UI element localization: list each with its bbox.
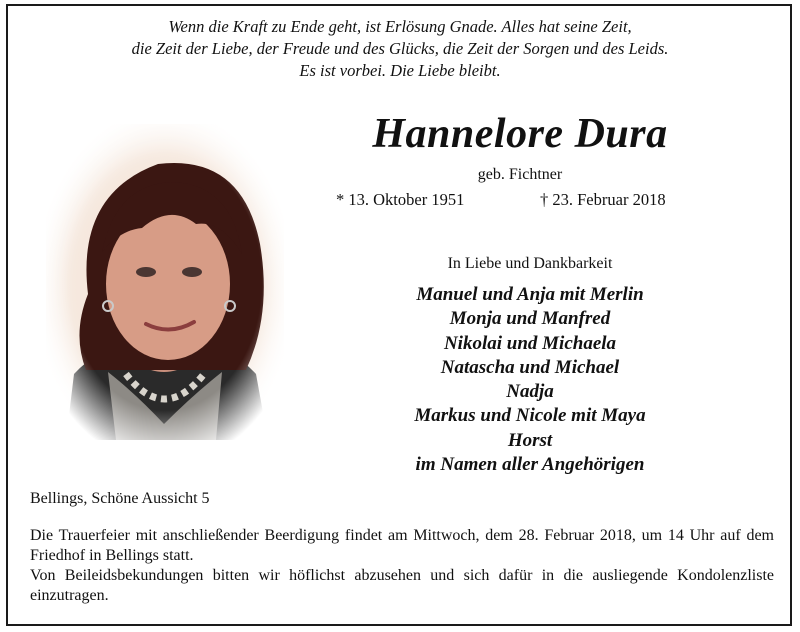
mourner-name: Markus und Nicole mit Maya: [414, 405, 646, 427]
funeral-info: [30, 526, 774, 606]
motto-verse: [0, 16, 800, 82]
motto-line: Es ist vorbei. Die Liebe bleibt.: [299, 61, 501, 80]
mourner-name: Monja und Manfred: [449, 308, 611, 330]
mourner-name: Manuel und Anja mit Merlin: [416, 284, 644, 305]
condolence-note: Von Beileidsbekundungen bitten wir höflichst abzusehen und sich dafür in die ausliegende Kondolenzliste einzutragen.: [30, 567, 774, 604]
mourners-intro: In Liebe und Dankbarkeit: [447, 255, 613, 272]
maiden-name: geb. Fichtner: [477, 166, 563, 183]
mourners-list: [300, 283, 760, 477]
service-details: Die Trauerfeier mit anschließender Beerdigung findet am Mittwoch, dem 28. Februar 2018, um 14 Uhr auf dem Friedhof in Bellings statt.: [30, 527, 774, 564]
birth-date: * 13. Oktober 1951: [336, 190, 465, 209]
deceased-name: Hannelore Dura: [372, 111, 668, 157]
portrait-photo: [46, 124, 284, 440]
mourner-name: Nadja: [506, 381, 554, 403]
death-date: † 23. Februar 2018: [540, 190, 666, 209]
motto-line: die Zeit der Liebe, der Freude und des Glücks, die Zeit der Sorgen und des Leids.: [131, 39, 669, 58]
family-address: Bellings, Schöne Aussicht 5: [30, 490, 210, 507]
mourner-name: Nikolai und Michaela: [443, 332, 617, 354]
motto-line: Wenn die Kraft zu Ende geht, ist Erlösung Gnade. Alles hat seine Zeit,: [168, 17, 632, 36]
mourner-name: Natascha und Michael: [440, 356, 620, 378]
mourner-name: Horst: [507, 429, 553, 451]
mourner-name: im Namen aller Angehörigen: [415, 454, 645, 476]
